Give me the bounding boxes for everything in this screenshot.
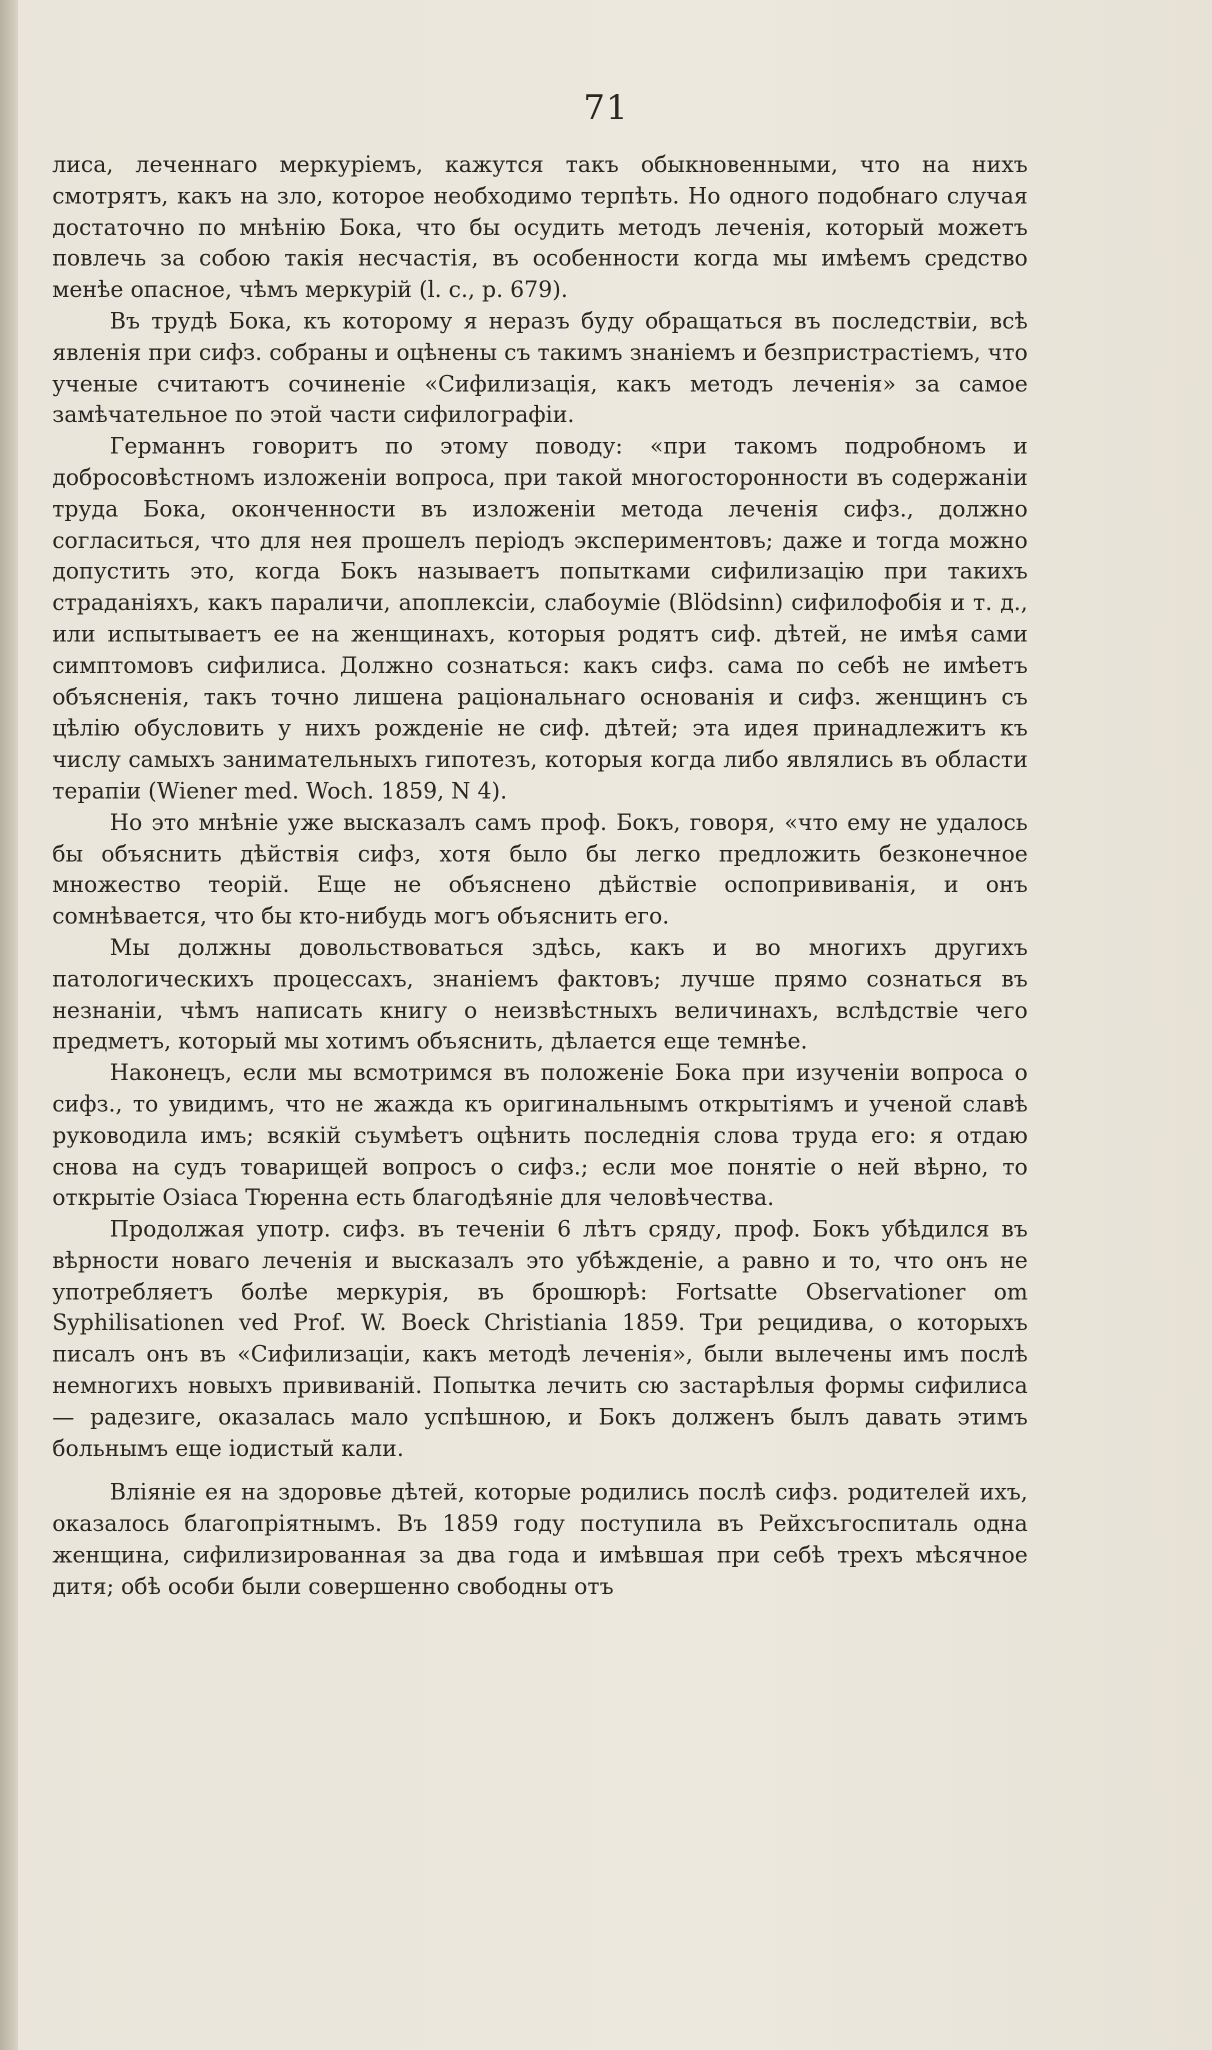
page-number: 71 — [583, 88, 629, 128]
paragraph-3: Германнъ говоритъ по этому поводу: «при такомъ подробномъ и добросовѣстномъ изложеніи вопроса, при такой многосторонности въ содержаніи труда Бока, оконченности въ изложеніи метода леченія сифз., должно согласиться, что для нея прошелъ періодъ экспериментовъ; даже и тогда можно допустить это, когда Бокъ называетъ попытками сифилизацію при такихъ страданіяхъ, какъ параличи, апоплексіи, слабоуміе (Blödsinn) сифилофобія и т. д., или испытываетъ ее на женщинахъ, которыя родятъ сиф. дѣтей, не имѣя сами симптомовъ сифилиса. Должно сознаться: какъ сифз. сама по себѣ не имѣетъ объясненія, такъ точно лишена раціональнаго основанія и сифз. женщинъ съ цѣлію обусловить у нихъ рожденіе не сиф. дѣтей; эта идея принадлежитъ къ числу самыхъ занимательныхъ гипотезъ, которыя когда либо являлись въ области терапіи (Wiener med. Woch. 1859, N 4). — [52, 433, 1028, 804]
paragraph-7: Продолжая употр. сифз. въ теченіи 6 лѣтъ сряду, проф. Бокъ убѣдился въ вѣрности новаго леченія и высказалъ это убѣжденіе, а равно и то, что онъ не употребляетъ болѣе меркурія, въ брошюрѣ: Fortsatte Observationer om Syphilisationen ved Prof. W. Boeck Christiania 1859. Три рецидива, о которыхъ писалъ онъ въ «Сифилизаціи, какъ методѣ леченія», были вылечены имъ послѣ немногихъ новыхъ прививаній. Попытка лечить сю застарѣлыя формы сифилиса — радезиге, оказалась мало успѣшною, и Бокъ долженъ былъ давать этимъ больнымъ еще іодистый кали. — [52, 1215, 1028, 1462]
page-gutter — [0, 0, 18, 2050]
paragraph-5: Мы должны довольствоваться здѣсь, какъ и во многихъ другихъ патологическихъ процессахъ, знаніемъ фактовъ; лучше прямо сознаться въ незнаніи, чѣмъ написать книгу о неизвѣстныхъ величинахъ, вслѣдствіе чего предметъ, который мы хотимъ объяснить, дѣлается еще темнѣе. — [52, 934, 1028, 1055]
paragraph-2: Въ трудѣ Бока, къ которому я неразъ буду обращаться въ последствіи, всѣ явленія при сифз. собраны и оцѣнены съ такимъ знаніемъ и безпристрастіемъ, что ученые считаютъ сочиненіе «Сифилизація, какъ методъ леченія» за самое замѣчательное по этой части сифилографіи. — [52, 307, 1028, 428]
paragraph-8: Вліяніе ея на здоровье дѣтей, которые родились послѣ сифз. родителей ихъ, оказалось благопріятнымъ. Въ 1859 году поступила въ Рейхсъгоспиталь одна женщина, сифилизированная за два года и имѣвшая при себѣ трехъ мѣсячное дитя; обѣ особи были совершенно свободны отъ — [52, 1479, 1028, 1600]
paragraph-gap — [52, 1465, 1028, 1478]
paragraph-1: лиса, леченнаго меркуріемъ, кажутся такъ обыкновенными, что на нихъ смотрятъ, какъ на зло, которое необходимо терпѣть. Но одного подобнаго случая достаточно по мнѣнію Бока, что бы осудить методъ леченія, который можетъ повлечь за собою такія несчастія, въ особенности когда мы имѣемъ средство менѣе опасное, чѣмъ меркурій (l. c., p. 679). — [52, 151, 1028, 303]
paragraph-4: Но это мнѣніе уже высказалъ самъ проф. Бокъ, говоря, «что ему не удалось бы объяснить дѣйствія сифз, хотя было бы легко предложить безконечное множество теорій. Еще не объяснено дѣйствіе оспопрививанія, и онъ сомнѣвается, что бы кто-нибудь могъ объяснить его. — [52, 808, 1028, 929]
paragraph-6: Наконецъ, если мы всмотримся въ положеніе Бока при изученіи вопроса о сифз., то увидимъ, что не жажда къ оригинальнымъ открытіямъ и ученой славѣ руководила имъ; всякій съумѣетъ оцѣнить последнія слова труда его: я отдаю снова на судъ товарищей вопросъ о сифз.; если мое понятіе о ней вѣрно, то открытіе Озіаса Тюренна есть благодѣяніе для человѣчества. — [52, 1059, 1028, 1211]
text-body — [52, 149, 1028, 1602]
